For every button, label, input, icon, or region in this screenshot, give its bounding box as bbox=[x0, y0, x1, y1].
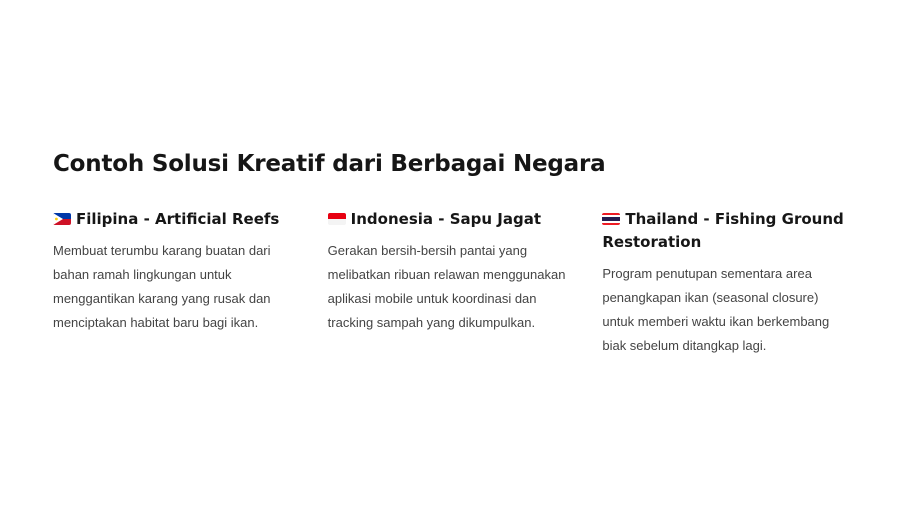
country-card-thailand bbox=[602, 208, 853, 358]
philippines-flag-icon bbox=[53, 213, 71, 225]
thailand-flag-icon bbox=[602, 213, 620, 225]
country-title-text: Thailand - Fishing Ground Restoration bbox=[602, 210, 844, 251]
country-card-philippines bbox=[53, 208, 304, 358]
country-card-indonesia bbox=[328, 208, 579, 358]
country-card-title bbox=[602, 208, 853, 254]
country-card-title bbox=[328, 208, 579, 231]
country-description: Gerakan bersih-bersih pantai yang melibatkan ribuan relawan menggunakan aplikasi mobile untuk koordinasi dan tracking sampah yang dikumpulkan. bbox=[327, 243, 566, 330]
country-description: Membuat terumbu karang buatan dari bahan ramah lingkungan untuk menggantikan karang yang rusak dan menciptakan habitat baru bagi ikan. bbox=[53, 243, 271, 330]
country-title-text: Indonesia - Sapu Jagat bbox=[350, 210, 541, 228]
country-description: Program penutupan sementara area penangkapan ikan (seasonal closure) untuk memberi waktu ikan berkembang biak sebelum ditangkap lagi. bbox=[602, 266, 830, 353]
content-section bbox=[53, 148, 853, 358]
country-title-text: Filipina - Artificial Reefs bbox=[76, 210, 280, 228]
indonesia-flag-icon bbox=[328, 213, 346, 225]
country-columns bbox=[53, 208, 853, 358]
country-card-title bbox=[53, 208, 304, 231]
page-title: Contoh Solusi Kreatif dari Berbagai Negara bbox=[53, 151, 606, 177]
